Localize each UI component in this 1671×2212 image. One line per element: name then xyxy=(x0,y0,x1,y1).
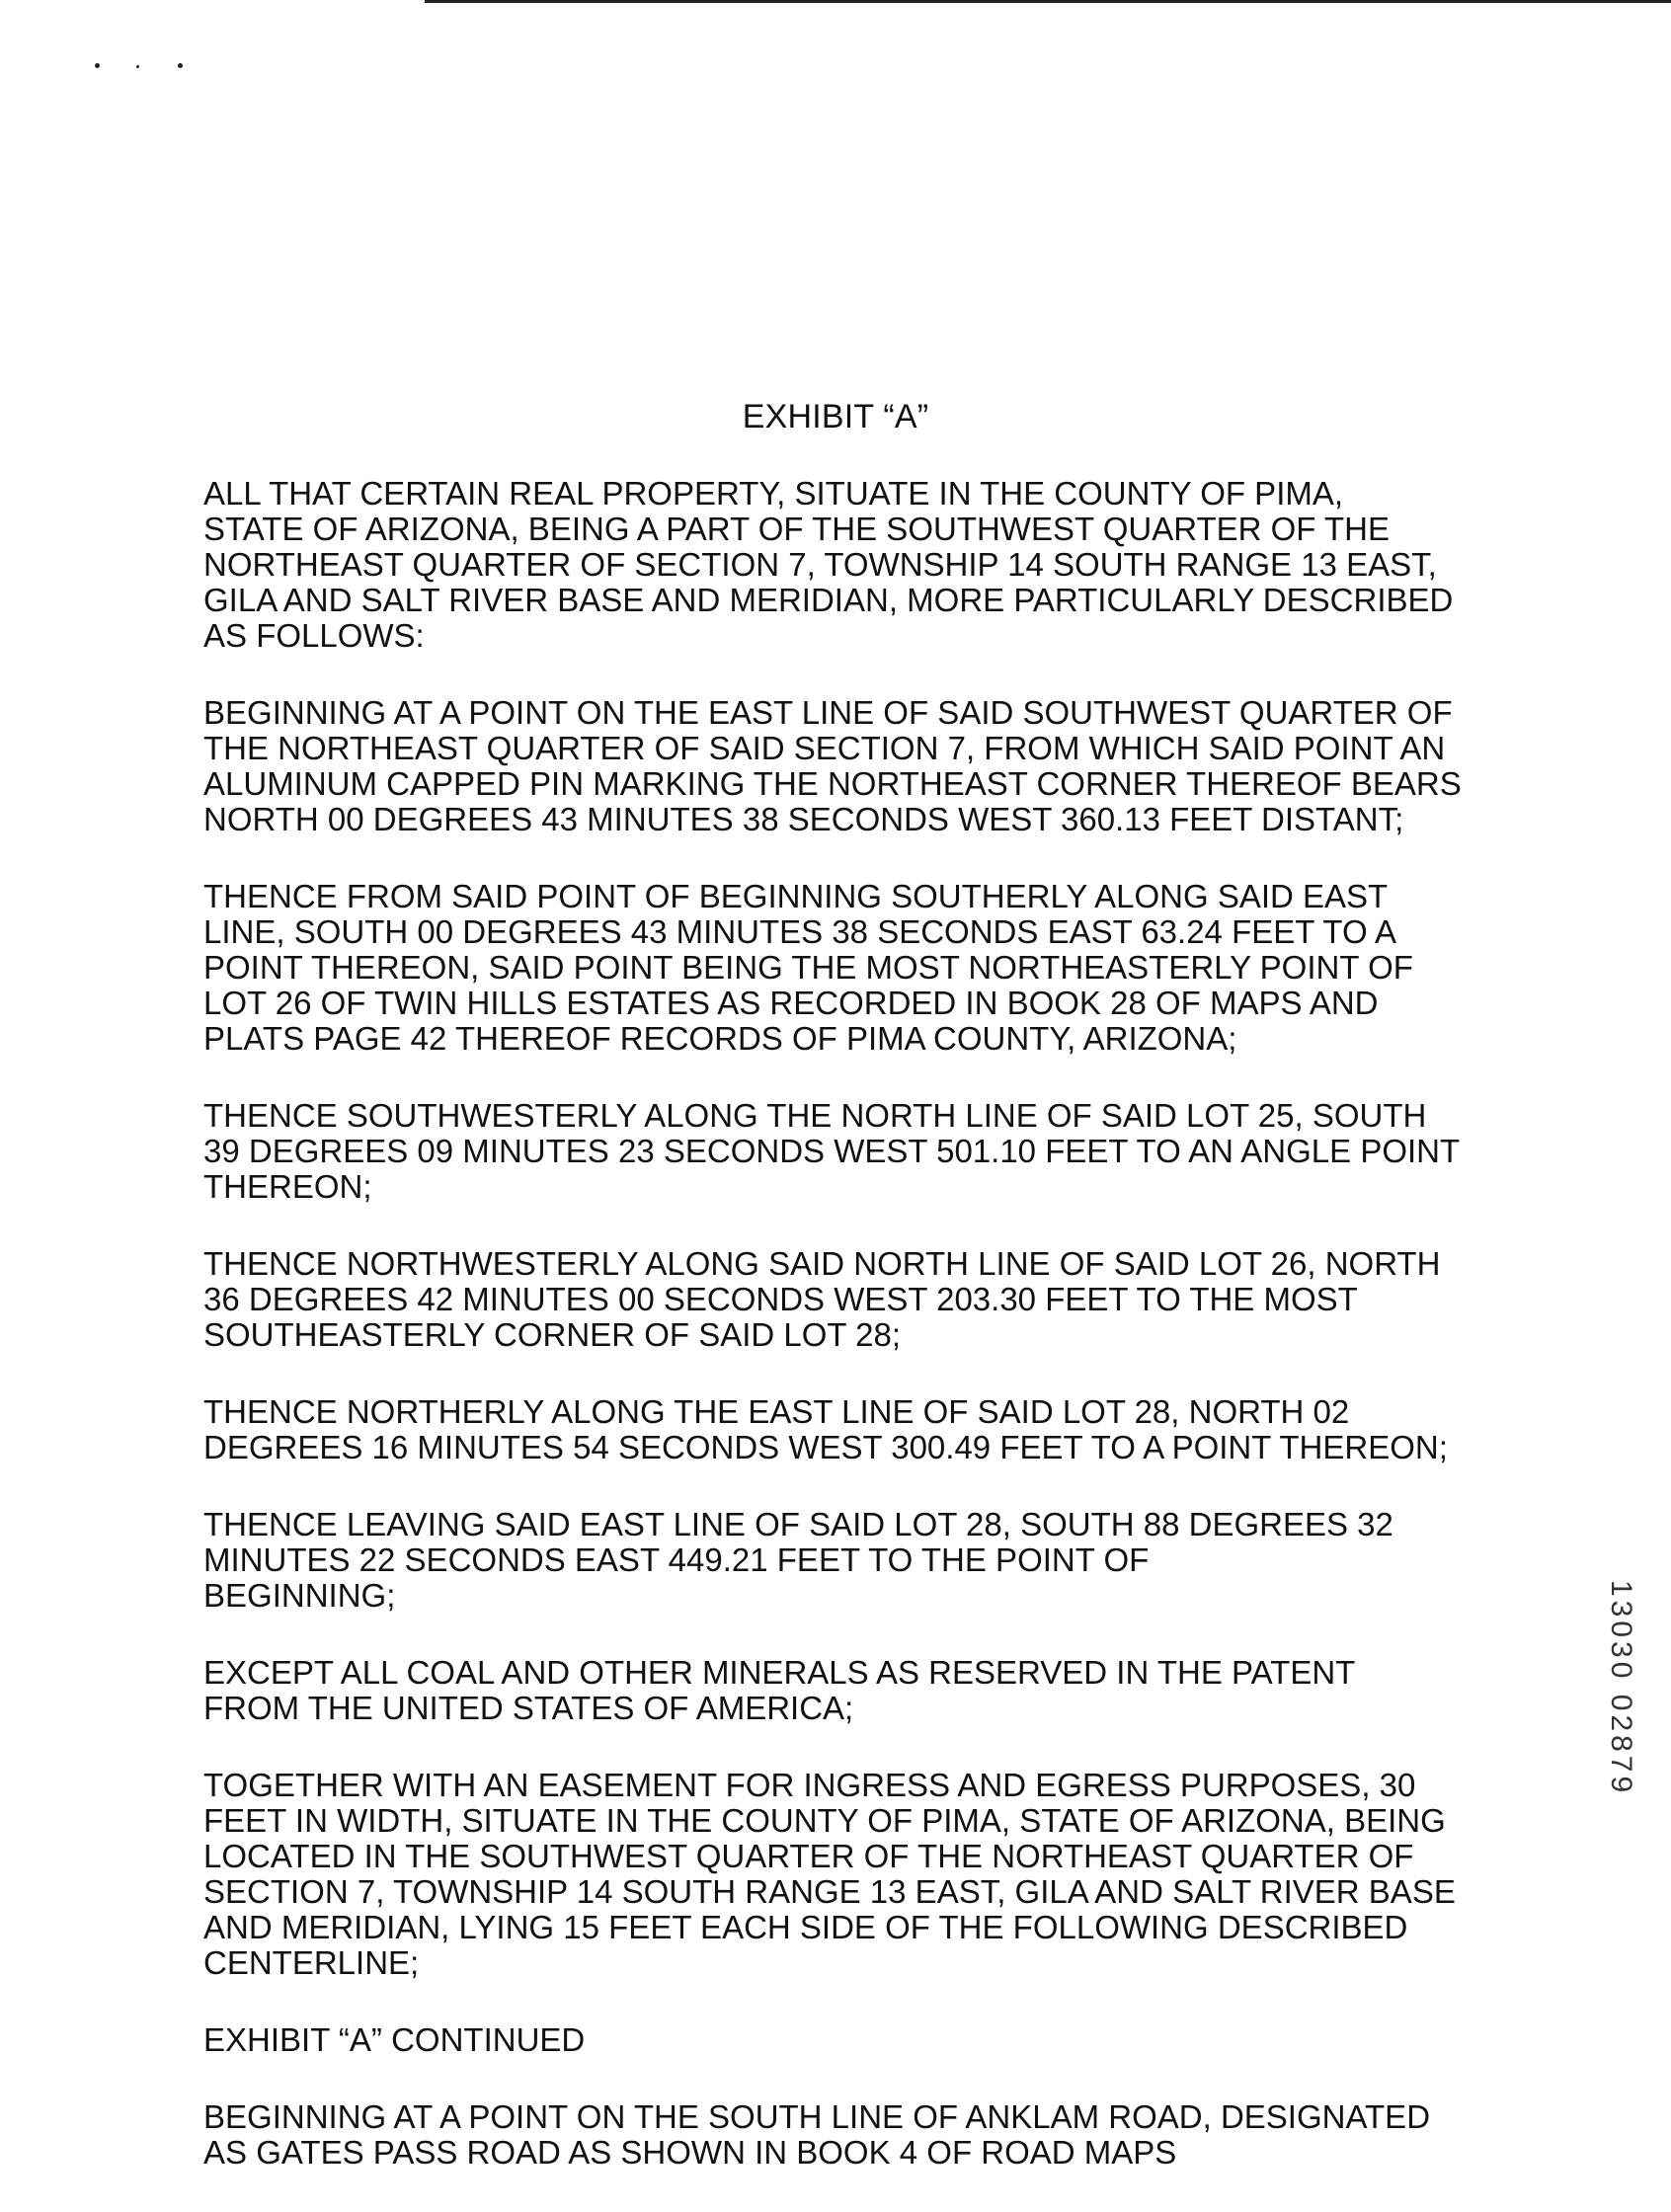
text-line: NORTHEAST QUARTER OF SECTION 7, TOWNSHIP 14 SOUTH RANGE 13 EAST, xyxy=(203,546,1437,583)
text-line: THE NORTHEAST QUARTER OF SAID SECTION 7, FROM WHICH SAID POINT AN xyxy=(203,730,1446,766)
text-line: SOUTHEASTERLY CORNER OF SAID LOT 28; xyxy=(203,1316,902,1353)
text-line: FROM THE UNITED STATES OF AMERICA; xyxy=(203,1690,854,1726)
text-line: GILA AND SALT RIVER BASE AND MERIDIAN, MORE PARTICULARLY DESCRIBED xyxy=(203,582,1454,618)
text-line: FEET IN WIDTH, SITUATE IN THE COUNTY OF PIMA, STATE OF ARIZONA, BEING xyxy=(203,1802,1446,1839)
text-line: THENCE NORTHWESTERLY ALONG SAID NORTH LINE OF SAID LOT 26, NORTH xyxy=(203,1245,1441,1282)
text-line: THEREON; xyxy=(203,1168,372,1205)
text-line: SECTION 7, TOWNSHIP 14 SOUTH RANGE 13 EAST, GILA AND SALT RIVER BASE xyxy=(203,1873,1456,1910)
text-line: THENCE LEAVING SAID EAST LINE OF SAID LOT 28, SOUTH 88 DEGREES 32 xyxy=(203,1506,1393,1542)
text-line: THENCE NORTHERLY ALONG THE EAST LINE OF SAID LOT 28, NORTH 02 xyxy=(203,1393,1350,1430)
text-line: CENTERLINE; xyxy=(203,1944,420,1981)
description-paragraph xyxy=(203,2099,1507,2171)
margin-recording-stamp xyxy=(1605,1580,1657,1866)
scan-speck xyxy=(95,63,100,68)
text-line: LOT 26 OF TWIN HILLS ESTATES AS RECORDED IN BOOK 28 OF MAPS AND xyxy=(203,985,1379,1021)
text-line: DEGREES 16 MINUTES 54 SECONDS WEST 300.49 FEET TO A POINT THEREON; xyxy=(203,1429,1448,1465)
text-line: PLATS PAGE 42 THEREOF RECORDS OF PIMA COUNTY, ARIZONA; xyxy=(203,1020,1237,1057)
description-paragraph xyxy=(203,1507,1507,1614)
description-paragraph xyxy=(203,1246,1507,1353)
description-paragraph xyxy=(203,1098,1507,1205)
text-line: 36 DEGREES 42 MINUTES 00 SECONDS WEST 203.30 FEET TO THE MOST xyxy=(203,1281,1358,1317)
text-line: AS FOLLOWS: xyxy=(203,617,425,654)
description-paragraph xyxy=(203,1655,1507,1726)
text-line: AND MERIDIAN, LYING 15 FEET EACH SIDE OF THE FOLLOWING DESCRIBED xyxy=(203,1909,1408,1945)
description-paragraph xyxy=(203,879,1507,1057)
text-line: STATE OF ARIZONA, BEING A PART OF THE SOUTHWEST QUARTER OF THE xyxy=(203,511,1391,547)
text-line: AS GATES PASS ROAD AS SHOWN IN BOOK 4 OF ROAD MAPS xyxy=(203,2134,1177,2171)
description-paragraph xyxy=(203,695,1507,837)
text-line: TOGETHER WITH AN EASEMENT FOR INGRESS AND EGRESS PURPOSES, 30 xyxy=(203,1767,1416,1803)
recording-number: 13030 02879 xyxy=(1605,1580,1637,1797)
text-line: EXHIBIT “A” CONTINUED xyxy=(203,2021,586,2058)
scan-speck xyxy=(136,65,139,68)
text-line: NORTH 00 DEGREES 43 MINUTES 38 SECONDS WEST 360.13 FEET DISTANT; xyxy=(203,801,1404,837)
legal-description xyxy=(203,476,1507,2212)
description-paragraph xyxy=(203,476,1507,654)
text-line: THENCE FROM SAID POINT OF BEGINNING SOUTHERLY ALONG SAID EAST xyxy=(203,878,1389,914)
text-line: EXCEPT ALL COAL AND OTHER MINERALS AS RESERVED IN THE PATENT xyxy=(203,1654,1356,1691)
scan-speck xyxy=(178,63,183,68)
text-line: BEGINNING; xyxy=(203,1577,396,1614)
description-paragraph xyxy=(203,1768,1507,1981)
text-line: LINE, SOUTH 00 DEGREES 43 MINUTES 38 SECONDS EAST 63.24 FEET TO A xyxy=(203,913,1396,950)
text-line: BEGINNING AT A POINT ON THE SOUTH LINE OF ANKLAM ROAD, DESIGNATED xyxy=(203,2098,1431,2135)
text-line: ALL THAT CERTAIN REAL PROPERTY, SITUATE IN THE COUNTY OF PIMA, xyxy=(203,475,1344,512)
text-line: MINUTES 22 SECONDS EAST 449.21 FEET TO THE POINT OF xyxy=(203,1541,1150,1578)
description-paragraph xyxy=(203,1394,1507,1465)
exhibit-heading: EXHIBIT “A” xyxy=(742,398,929,435)
description-paragraph xyxy=(203,2022,1507,2058)
text-line: LOCATED IN THE SOUTHWEST QUARTER OF THE NORTHEAST QUARTER OF xyxy=(203,1838,1414,1874)
text-line: BEGINNING AT A POINT ON THE EAST LINE OF SAID SOUTHWEST QUARTER OF xyxy=(203,694,1453,731)
text-line: 39 DEGREES 09 MINUTES 23 SECONDS WEST 501.10 FEET TO AN ANGLE POINT xyxy=(203,1133,1461,1169)
text-line: THENCE SOUTHWESTERLY ALONG THE NORTH LINE OF SAID LOT 25, SOUTH xyxy=(203,1097,1427,1134)
text-line: ALUMINUM CAPPED PIN MARKING THE NORTHEAST CORNER THEREOF BEARS xyxy=(203,765,1462,802)
scan-top-border xyxy=(425,0,1671,3)
text-line: POINT THEREON, SAID POINT BEING THE MOST NORTHEASTERLY POINT OF xyxy=(203,949,1413,986)
